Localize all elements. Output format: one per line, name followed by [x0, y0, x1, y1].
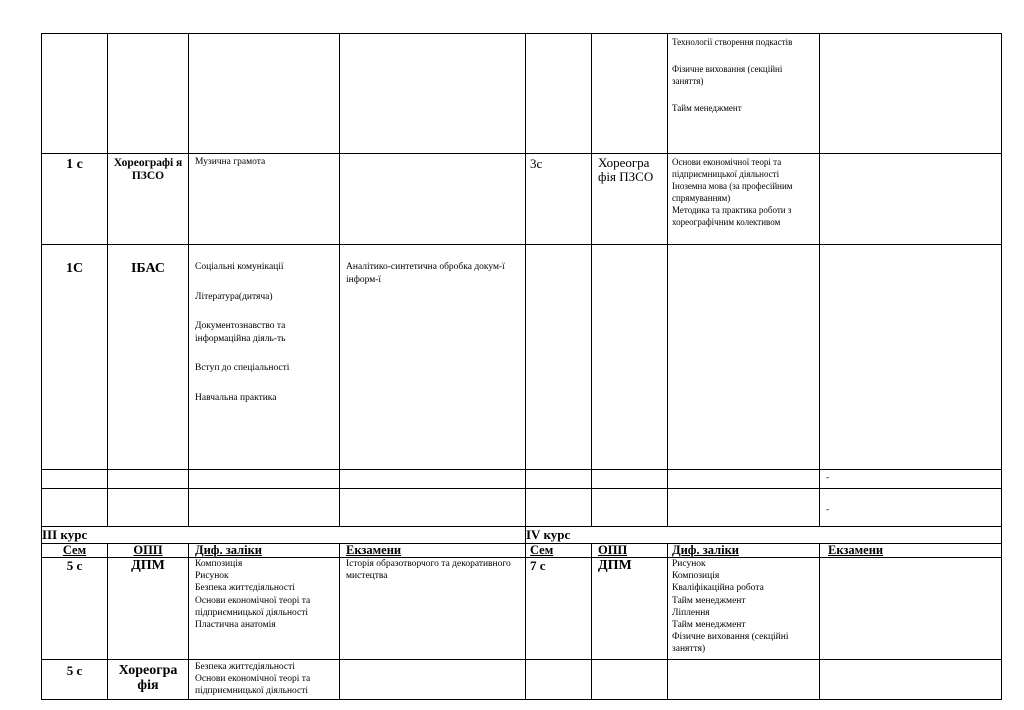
program-cell: Хореогра фія ПЗСО	[592, 154, 668, 245]
table-row	[42, 245, 1002, 470]
semester-cell: 3с	[526, 154, 592, 245]
credits-cell: Основи економічної теорі та підприємницької діяльності Іноземна мова (за професійним спрямуванням) Методика та практика роботи з хореографічним колективом	[668, 154, 820, 245]
credits-cell: Безпека життєдіяльності Основи економічної теорі та підприємницької діяльності	[189, 660, 340, 700]
dash-cell: -	[820, 470, 1002, 489]
program-cell: ДПМ	[108, 558, 189, 660]
header-sem: Сем	[42, 544, 108, 558]
credits-cell: Технології створення подкастів Фізичне виховання (секційні заняття) Тайм менеджмент	[668, 34, 820, 154]
table-row	[42, 154, 1002, 245]
table-row	[42, 34, 1002, 154]
table-row	[42, 558, 1002, 660]
semester-cell: 5 с	[42, 660, 108, 700]
table-row	[42, 470, 1002, 489]
semester-cell: 5 с	[42, 558, 108, 660]
credits-cell: Композиція Рисунок Безпека життєдіяльності Основи економічної теорі та підприємницької діяльності Пластична анатомія	[189, 558, 340, 660]
credits-cell: Музична грамота	[189, 154, 340, 245]
header-sem: Сем	[526, 544, 592, 558]
dash-cell: -	[820, 489, 1002, 527]
exams-cell: Аналітико-синтетична обробка докум-ї інформ-ї	[340, 245, 526, 470]
header-credits: Диф. заліки	[668, 544, 820, 558]
semester-cell: 1 с	[42, 154, 108, 245]
semester-cell: 7 с	[526, 558, 592, 660]
course3-title: ІІІ курс	[42, 527, 526, 544]
header-exams: Екзамени	[340, 544, 526, 558]
header-exams: Екзамени	[820, 544, 1002, 558]
program-cell: ІБАС	[108, 245, 189, 470]
header-opp: ОПП	[108, 544, 189, 558]
exams-cell	[340, 660, 526, 700]
credits-cell: Рисунок Композиція Кваліфікаційна робота Тайм менеджмент Ліплення Тайм менеджмент Фізичне виховання (секційні заняття)	[668, 558, 820, 660]
course-title-row	[42, 527, 1002, 544]
course4-title: ІV курс	[526, 527, 1002, 544]
column-header-row	[42, 544, 1002, 558]
semester-cell: 1С	[42, 245, 108, 470]
header-credits: Диф. заліки	[189, 544, 340, 558]
credits-cell: Соціальні комунікації Література(дитяча) Документознавство та інформаційна діяль-ть Вступ до спеціальності Навчальна практика	[189, 245, 340, 470]
program-cell: Хореографі я ПЗСО	[108, 154, 189, 245]
table-row	[42, 660, 1002, 700]
schedule-table	[41, 33, 1002, 700]
header-opp: ОПП	[592, 544, 668, 558]
exams-cell	[340, 154, 526, 245]
exams-cell	[820, 558, 1002, 660]
program-cell: ДПМ	[592, 558, 668, 660]
exams-cell: Історія образотворчого та декоративного мистецтва	[340, 558, 526, 660]
table-row	[42, 489, 1002, 527]
program-cell: Хореогра фія	[108, 660, 189, 700]
